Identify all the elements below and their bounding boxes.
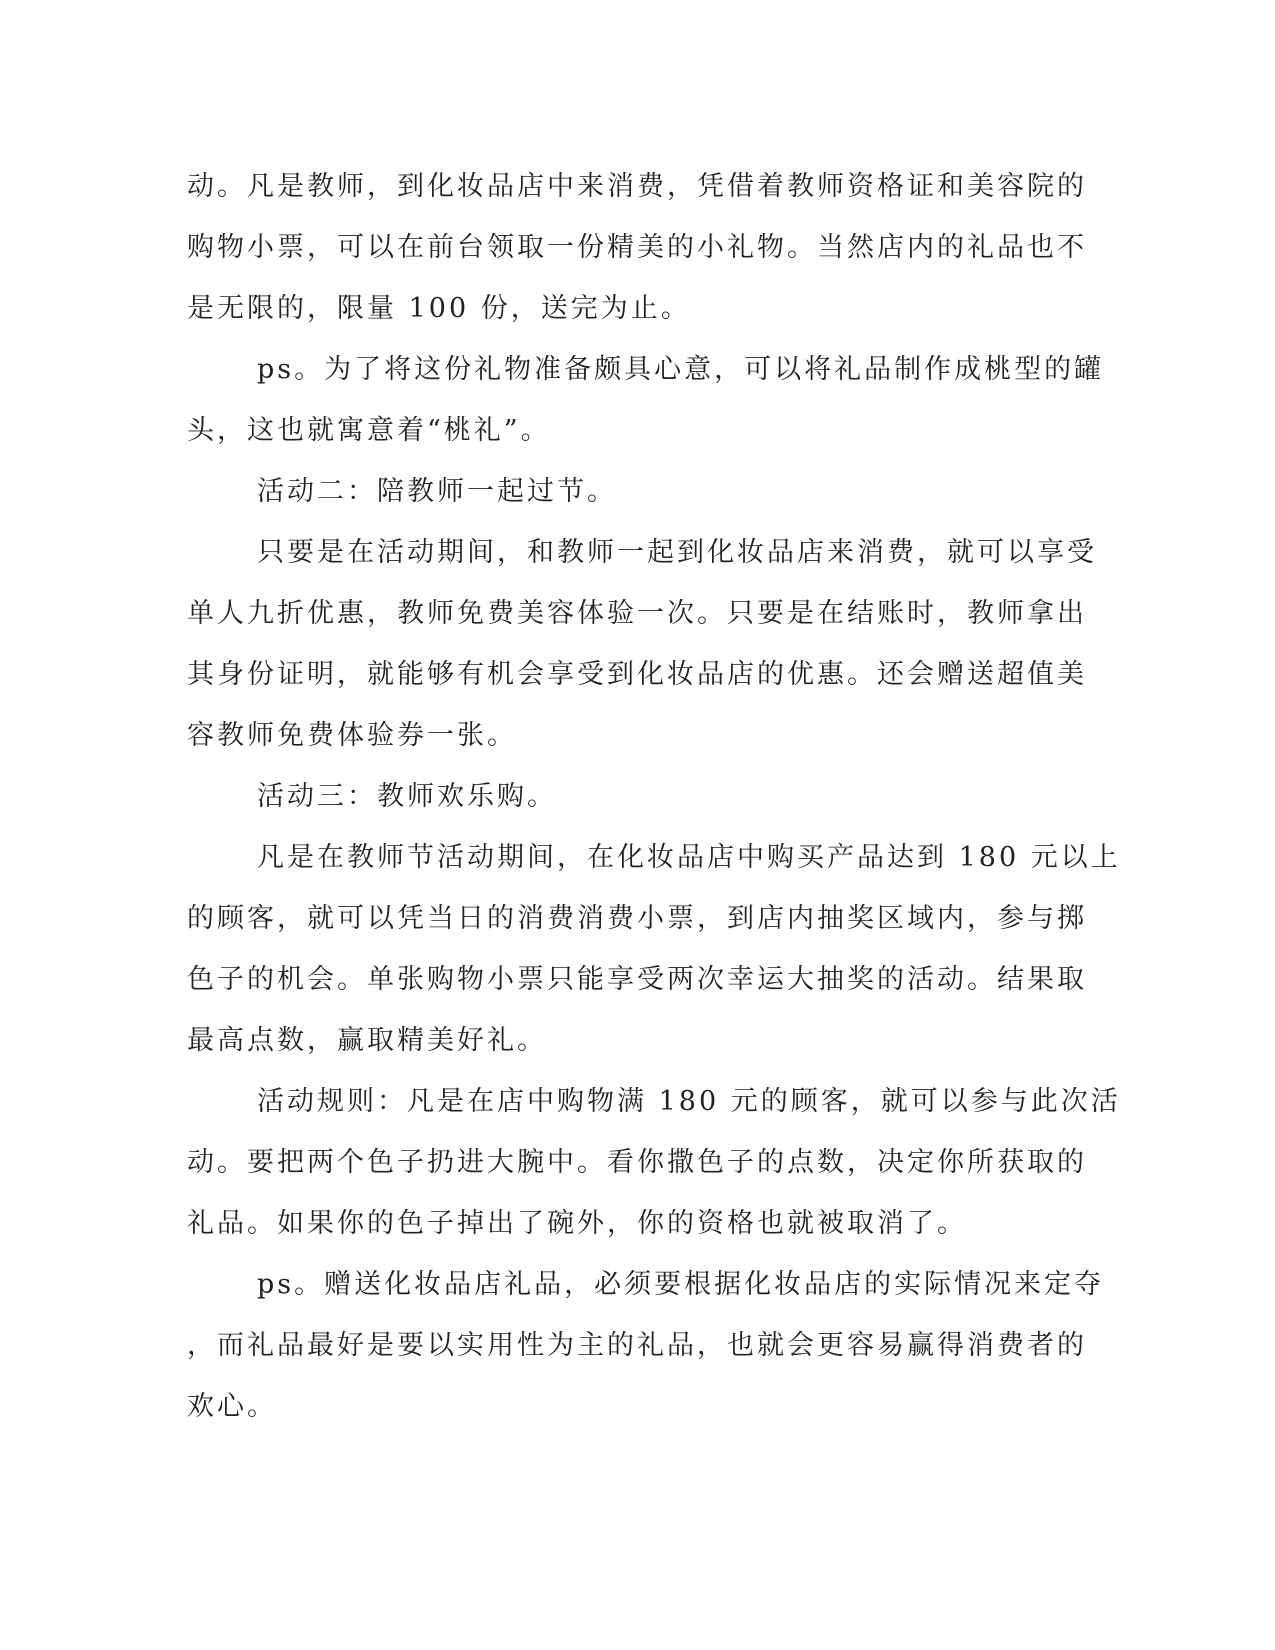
- text-line: 礼品。如果你的色子掉出了碗外，你的资格也就被取消了。: [187, 1208, 967, 1239]
- section-heading: 活动二：陪教师一起过节。: [257, 476, 617, 507]
- text-line: 动。凡是教师，到化妆品店中来消费，凭借着教师资格证和美容院的: [187, 171, 1087, 202]
- text-line: 活动规则：凡是在店中购物满 180 元的顾客，就可以参与此次活: [257, 1086, 1121, 1117]
- text-line: 容教师免费体验券一张。: [187, 720, 517, 751]
- text-line: ps。为了将这份礼物准备颇具心意，可以将礼品制作成桃型的罐: [257, 354, 1105, 385]
- text-line: 只要是在活动期间，和教师一起到化妆品店来消费，就可以享受: [257, 537, 1097, 568]
- text-line: 单人九折优惠，教师免费美容体验一次。只要是在结账时，教师拿出: [187, 598, 1087, 629]
- text-line: ，而礼品最好是要以实用性为主的礼品，也就会更容易赢得消费者的: [187, 1330, 1087, 1361]
- text-line: 购物小票，可以在前台领取一份精美的小礼物。当然店内的礼品也不: [187, 232, 1087, 263]
- text-line: 其身份证明，就能够有机会享受到化妆品店的优惠。还会赠送超值美: [187, 659, 1087, 690]
- text-line: 色子的机会。单张购物小票只能享受两次幸运大抽奖的活动。结果取: [187, 964, 1087, 995]
- text-line: 的顾客，就可以凭当日的消费消费小票，到店内抽奖区域内，参与掷: [187, 903, 1087, 934]
- text-line: 动。要把两个色子扔进大腕中。看你撒色子的点数，决定你所获取的: [187, 1147, 1087, 1178]
- text-line: ps。赠送化妆品店礼品，必须要根据化妆品店的实际情况来定夺: [257, 1269, 1105, 1300]
- document-body: [187, 156, 1121, 1437]
- text-line: 头，这也就寓意着“桃礼”。: [187, 415, 551, 446]
- text-line: 最高点数，赢取精美好礼。: [187, 1025, 547, 1056]
- section-heading: 活动三：教师欢乐购。: [257, 781, 557, 812]
- text-line: 欢心。: [187, 1391, 277, 1422]
- text-line: 是无限的，限量 100 份，送完为止。: [187, 293, 691, 324]
- text-line: 凡是在教师节活动期间，在化妆品店中购买产品达到 180 元以上: [257, 842, 1121, 873]
